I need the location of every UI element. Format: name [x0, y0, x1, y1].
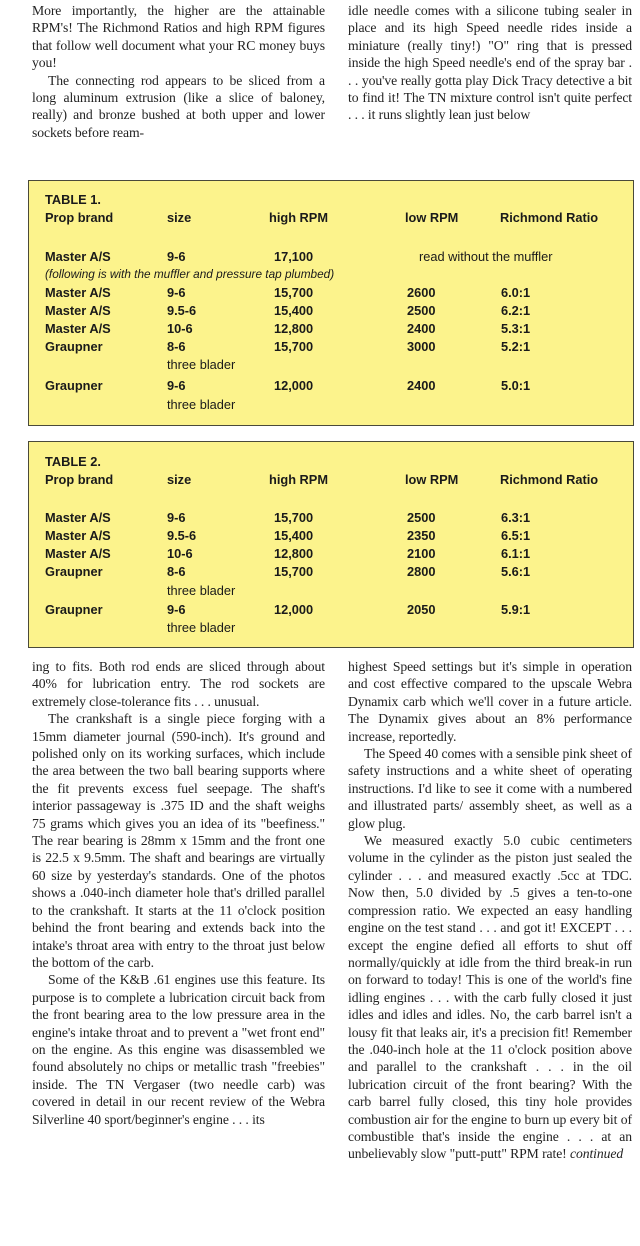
high-rpm: 12,800 [274, 546, 314, 561]
table-row [29, 303, 633, 320]
high-rpm: 15,700 [274, 564, 314, 579]
paragraph: The crankshaft is a single piece forging with a 15mm diameter journal (590-inch). It's ground and polished only on its working surfaces, which include the area between the two ball bearing supports where the fit prevents excess fuel seepage. The shaft's interior passageway is .375 ID and the shaft weighs 75 grams which gives you an idea of its "beefiness." The rear bearing is 28mm x 15mm and the front one is 22.5 x 9.5mm. The shaft and bearings are virtually 60 size by yesterday's standards. One of the photos shows a .040-inch diameter hole that's drilled parallel to the crankshaft. It starts at the 11 o'clock position behind the front bearing and extends back into the intake's throat area with entry to the throat just below the bottom of the carb. [32, 711, 325, 970]
high-rpm: 12,000 [274, 378, 314, 393]
table-note: (following is with the muffler and pressure tap plumbed) [45, 267, 335, 281]
richmond-ratio: 6.5:1 [501, 528, 531, 543]
prop-brand: Master A/S [45, 303, 111, 318]
column-header: high RPM [269, 472, 328, 487]
prop-brand: Master A/S [45, 510, 111, 525]
column-header: Prop brand [45, 210, 114, 225]
paragraph-text: We measured exactly 5.0 cubic centimeters volume in the cylinder as the piston just sealed the cylinder . . . and measured exactly .5cc at TDC. Now then, 5.0 divided by .5 gives a ten-to-one compression ratio. We expected an easy handling engine on the test stand . . . and got it! EXCEPT . . . except the engine defied all efforts to shut off normally/quickly at idle from the third break-in run on forward to today! This is one of the world's fine idling engines . . . with the carb fully closed it just idles and idles and idles. No, the carb barrel isn't a lousy fit that leaks air, it's a precision fit! Remember the .040-inch hole at the 11 o'clock position above and parallel to the crankshaft . . . in the oil lubrication circuit of the front bearing? With the carb barrel fully closed, this tiny hole provides combustion air for the engine to burn up every bit of combustible that's inside the engine . . . at an unbelievably slow "putt-putt" RPM rate! [348, 833, 632, 1162]
paragraph: The connecting rod appears to be sliced from a long aluminum extrusion (like a slice of baloney, really) and bronze bushed at both upper and lower sockets before ream- [32, 72, 325, 140]
paragraph: More importantly, the higher are the attainable RPM's! The Richmond Ratios and high RPM figures that follow well document what your RC money buys you! [32, 3, 325, 71]
table-2-header-row [29, 472, 633, 489]
column-header: low RPM [405, 210, 459, 225]
prop-size: 10-6 [167, 321, 193, 336]
paragraph: The Speed 40 comes with a sensible pink sheet of safety instructions and a white sheet of operating instructions. I'd like to see it come with a numbered and illustrated parts/ assembly sheet, as well as a glow plug. [348, 746, 632, 831]
table-row [29, 321, 633, 338]
prop-size: 8-6 [167, 564, 186, 579]
high-rpm: 15,400 [274, 303, 314, 318]
table-row [29, 602, 633, 619]
table-1 [28, 180, 634, 426]
prop-size: 9-6 [167, 285, 186, 300]
blade-note: three blader [167, 397, 236, 412]
blade-note: three blader [167, 357, 236, 372]
table-row [29, 249, 633, 266]
prop-size: 8-6 [167, 339, 186, 354]
table-row [29, 564, 633, 581]
blade-note: three blader [167, 620, 236, 635]
prop-size: 10-6 [167, 546, 193, 561]
table-row [29, 528, 633, 545]
richmond-ratio: 5.6:1 [501, 564, 531, 579]
column-header: high RPM [269, 210, 328, 225]
bottom-right-column [348, 658, 632, 1163]
low-rpm: 2500 [407, 510, 436, 525]
richmond-ratio: 6.1:1 [501, 546, 531, 561]
richmond-ratio: 5.0:1 [501, 378, 531, 393]
top-right-column [348, 2, 632, 124]
table-row [29, 546, 633, 563]
richmond-ratio: 6.3:1 [501, 510, 531, 525]
low-rpm: 3000 [407, 339, 436, 354]
prop-brand: Master A/S [45, 249, 111, 264]
table-2 [28, 441, 634, 648]
paragraph [348, 832, 632, 1163]
column-header: size [167, 210, 192, 225]
table-note-row [29, 267, 633, 284]
continued-label: continued [569, 1146, 624, 1162]
high-rpm: 12,000 [274, 602, 314, 617]
column-header: Prop brand [45, 472, 114, 487]
prop-size: 9-6 [167, 602, 186, 617]
high-rpm: 17,100 [274, 249, 314, 264]
low-rpm: 2400 [407, 378, 436, 393]
low-rpm: 2350 [407, 528, 436, 543]
column-header: low RPM [405, 472, 459, 487]
table-row [29, 510, 633, 527]
row-note: read without the muffler [419, 249, 553, 264]
prop-brand: Master A/S [45, 285, 111, 300]
table-row [29, 378, 633, 395]
richmond-ratio: 5.2:1 [501, 339, 531, 354]
richmond-ratio: 6.0:1 [501, 285, 531, 300]
prop-brand: Master A/S [45, 546, 111, 561]
prop-brand: Graupner [45, 378, 103, 393]
prop-brand: Graupner [45, 564, 103, 579]
low-rpm: 2400 [407, 321, 436, 336]
paragraph: Some of the K&B .61 engines use this feature. Its purpose is to complete a lubrication circuit back from the front bearing area to the low pressure area in the engine's intake throat and to prevent a "wet front end" on the engine. As this engine was disassembled we found absolutely no chips or metallic trash "freebies" inside. The TN Vergaser (two needle carb) was covered in detail in our recent review of the Webra Silverline 40 sport/beginner's engine . . . its [32, 972, 325, 1127]
table-subrow [29, 620, 633, 637]
high-rpm: 15,400 [274, 528, 314, 543]
prop-size: 9.5-6 [167, 303, 197, 318]
high-rpm: 15,700 [274, 510, 314, 525]
high-rpm: 15,700 [274, 285, 314, 300]
prop-brand: Graupner [45, 602, 103, 617]
table-subrow [29, 357, 633, 374]
prop-size: 9-6 [167, 510, 186, 525]
prop-size: 9.5-6 [167, 528, 197, 543]
prop-size: 9-6 [167, 378, 186, 393]
blade-note: three blader [167, 583, 236, 598]
table-row [29, 285, 633, 302]
table-subrow [29, 397, 633, 414]
low-rpm: 2600 [407, 285, 436, 300]
paragraph: idle needle comes with a silicone tubing sealer in place and its high Speed needle rides inside a miniature (really tiny!) "O" ring that is pressed inside the high Speed needle's end of the spray bar . . . you've really gotta play Dick Tracy detective a bit to find it! The TN mixture control isn't quite perfect . . . it runs slightly lean just below [348, 3, 632, 123]
prop-size: 9-6 [167, 249, 186, 264]
paragraph: ing to fits. Both rod ends are sliced through about 40% for lubrication entry. The rod sockets are extremely close-tolerance fits . . . unusual. [32, 659, 325, 709]
low-rpm: 2100 [407, 546, 436, 561]
column-header: size [167, 472, 192, 487]
table-row [29, 339, 633, 356]
prop-brand: Master A/S [45, 528, 111, 543]
low-rpm: 2050 [407, 602, 436, 617]
high-rpm: 12,800 [274, 321, 314, 336]
prop-brand: Master A/S [45, 321, 111, 336]
paragraph: highest Speed settings but it's simple in operation and cost effective compared to the upscale Webra Dynamix carb which we'll cover in a future article. The Dynamix gives about an 8% performance increase, reportedly. [348, 659, 632, 744]
top-left-column [32, 2, 325, 141]
table-subrow [29, 583, 633, 600]
high-rpm: 15,700 [274, 339, 314, 354]
richmond-ratio: 5.3:1 [501, 321, 531, 336]
table-1-header-row [29, 210, 633, 227]
bottom-left-column [32, 658, 325, 1128]
prop-brand: Graupner [45, 339, 103, 354]
richmond-ratio: 5.9:1 [501, 602, 531, 617]
table-1-title: TABLE 1. [45, 192, 101, 207]
low-rpm: 2800 [407, 564, 436, 579]
low-rpm: 2500 [407, 303, 436, 318]
richmond-ratio: 6.2:1 [501, 303, 531, 318]
column-header: Richmond Ratio [500, 210, 599, 225]
table-2-title: TABLE 2. [45, 454, 101, 469]
column-header: Richmond Ratio [500, 472, 599, 487]
